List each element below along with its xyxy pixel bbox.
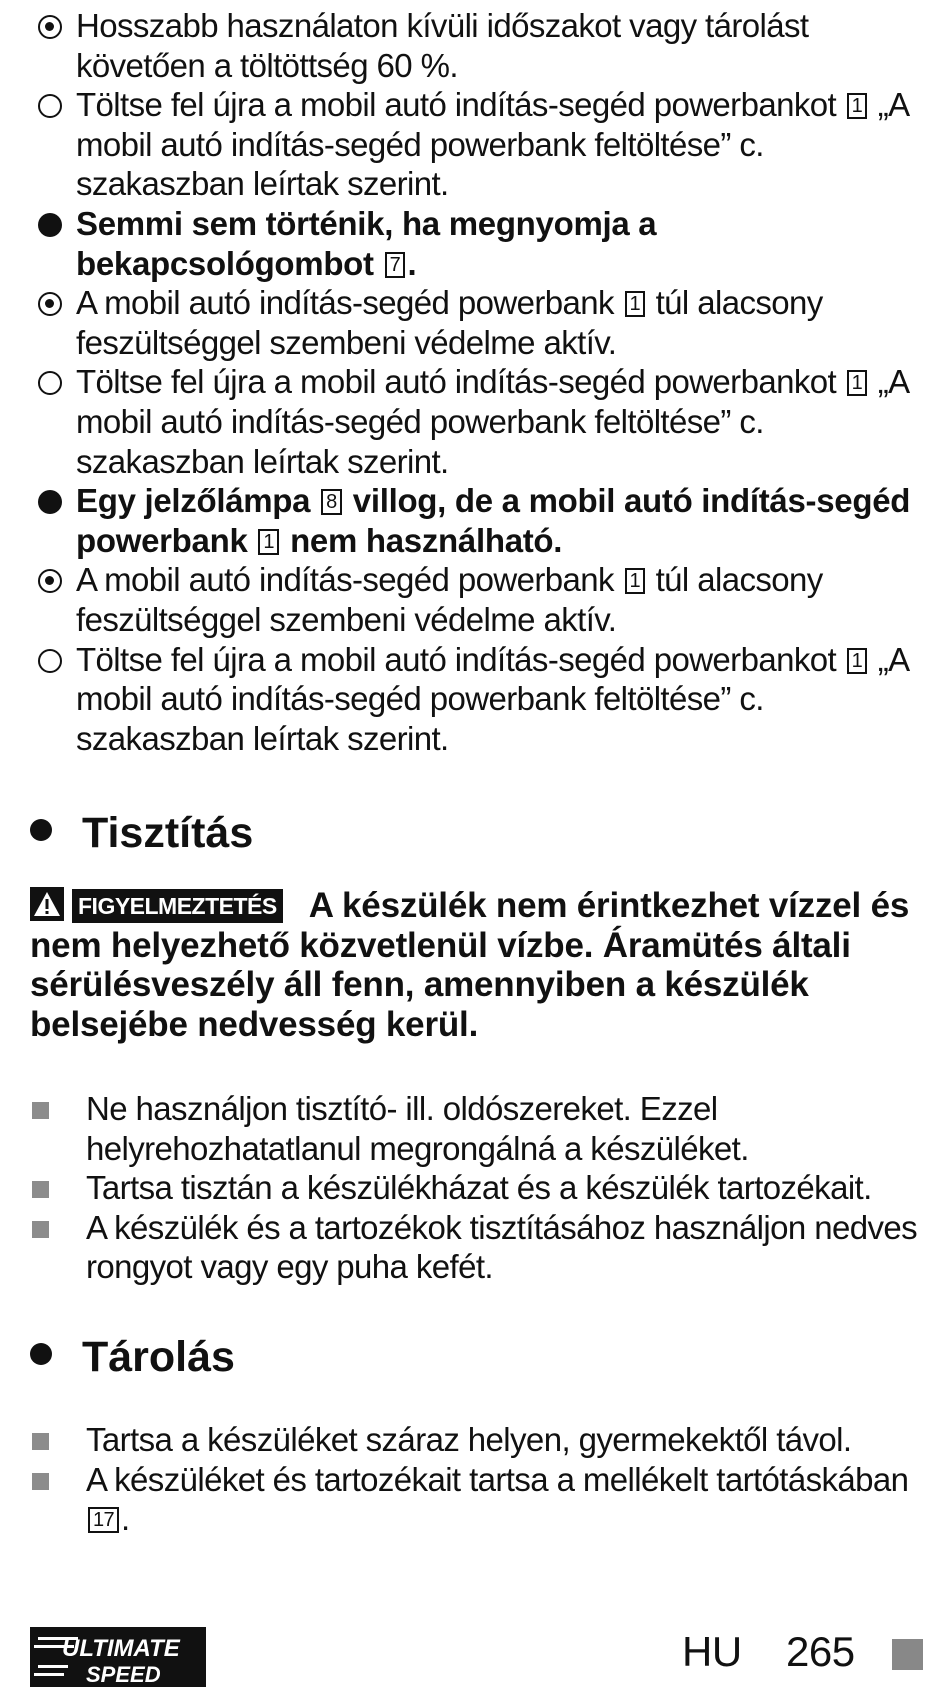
text-run: „A mobil autó indítás-segéd powerbank feltöltése” c. szakaszban leírtak szerint. — [76, 640, 908, 757]
heading-bullet-icon — [30, 1343, 52, 1365]
troubleshooting-list — [36, 6, 936, 758]
troubleshooting-cause — [36, 283, 936, 362]
part-number-box: 1 — [625, 568, 646, 594]
remedy-symbol-icon — [38, 649, 62, 673]
square-bullet-icon — [32, 1181, 49, 1198]
text-run: „A mobil autó indítás-segéd powerbank feltöltése” c. szakaszban leírtak szerint. — [76, 363, 908, 480]
remedy-symbol-icon — [38, 94, 62, 118]
part-number-box: 1 — [847, 370, 868, 396]
cause-symbol-icon — [38, 292, 62, 316]
list-item — [30, 1460, 930, 1539]
part-number-box: 1 — [847, 648, 868, 674]
part-number-box: 1 — [258, 529, 279, 555]
svg-text:ULTIMATE: ULTIMATE — [62, 1635, 180, 1662]
problem-symbol-icon — [38, 490, 62, 514]
cause-symbol-icon — [38, 569, 62, 593]
text-run: túl alacsony feszültséggel szembeni védelme aktív. — [76, 561, 823, 638]
troubleshooting-problem — [36, 204, 936, 283]
text-run: „A mobil autó indítás-segéd powerbank feltöltése” c. szakaszban leírtak szerint. — [76, 86, 908, 203]
text-run: Töltse fel újra a mobil autó indítás-segéd powerbankot — [76, 363, 845, 401]
part-number-box: 7 — [385, 252, 406, 278]
heading-bullet-icon — [30, 819, 52, 841]
part-number-box: 17 — [88, 1507, 119, 1533]
text-run: A mobil autó indítás-segéd powerbank — [76, 284, 623, 322]
text-run: A készülék és a tartozékok tisztításához használjon nedves rongyot vagy egy puha kefét. — [86, 1208, 918, 1285]
problem-symbol-icon — [38, 213, 62, 237]
text-run: villog, de a mobil autó indítás-segéd powerbank — [76, 482, 911, 559]
troubleshooting-remedy — [36, 640, 936, 759]
list-item — [30, 1420, 930, 1460]
troubleshooting-remedy — [36, 362, 936, 481]
footer-marker — [892, 1639, 923, 1670]
section-heading-cleaning — [30, 808, 253, 858]
square-bullet-icon — [32, 1221, 49, 1238]
section-heading-storage — [30, 1332, 235, 1382]
text-run: Töltse fel újra a mobil autó indítás-segéd powerbankot — [76, 640, 845, 678]
remedy-symbol-icon — [38, 371, 62, 395]
text-run: A készüléket és tartozékait tartsa a mellékelt tartótáskában — [86, 1460, 909, 1498]
text-run: Tartsa tisztán a készülékházat és a készülék tartozékait. — [86, 1169, 872, 1206]
text-run: Hosszabb használaton kívüli időszakot vagy tárolást követően a töltöttség 60 %. — [76, 7, 809, 84]
cleaning-title: Tisztítás — [82, 809, 254, 857]
troubleshooting-remedy — [36, 85, 936, 204]
text-run: Ne használjon tisztító- ill. oldószereket. Ezzel helyrehozhatatlanul megrongálná a készüléket. — [86, 1090, 749, 1167]
ultimate-speed-logo — [30, 1627, 206, 1687]
text-run: Tartsa a készüléket száraz helyen, gyermekektől távol. — [86, 1421, 852, 1458]
text-run: Semmi sem történik, ha megnyomja a bekapcsológombot — [76, 204, 657, 282]
square-bullet-icon — [32, 1473, 49, 1490]
text-run: . — [121, 1500, 130, 1537]
text-run: túl alacsony feszültséggel szembeni védelme aktív. — [76, 284, 823, 361]
square-bullet-icon — [32, 1433, 49, 1450]
svg-text:SPEED: SPEED — [86, 1662, 161, 1687]
list-item — [30, 1208, 930, 1287]
troubleshooting-cause — [36, 560, 936, 639]
storage-list — [30, 1420, 930, 1539]
part-number-box: 1 — [847, 93, 868, 119]
warning-label: FIGYELMEZTETÉS — [72, 889, 283, 923]
troubleshooting-problem — [36, 481, 936, 560]
warning-block — [30, 886, 910, 1044]
text-run: Töltse fel újra a mobil autó indítás-segéd powerbankot — [76, 86, 845, 124]
cause-symbol-icon — [38, 15, 62, 39]
troubleshooting-cause — [36, 6, 936, 85]
warning-triangle-icon — [30, 887, 64, 921]
square-bullet-icon — [32, 1102, 49, 1119]
text-run: . — [407, 244, 417, 282]
footer-language: HU — [682, 1628, 742, 1675]
text-run: A mobil autó indítás-segéd powerbank — [76, 561, 623, 599]
list-item — [30, 1168, 930, 1208]
cleaning-list — [30, 1089, 930, 1287]
part-number-box: 1 — [625, 291, 646, 317]
text-run: nem használható. — [281, 521, 563, 559]
part-number-box: 8 — [321, 489, 342, 515]
storage-title: Tárolás — [82, 1333, 235, 1381]
text-run: Egy jelzőlámpa — [76, 482, 320, 520]
list-item — [30, 1089, 930, 1168]
page-number: 265 — [786, 1628, 855, 1675]
warning-text: A készülék nem érintkezhet vízzel és nem helyezhető közvetlenül vízbe. Áramütés általi sérülésveszély áll fenn, amennyiben a készülék belsejébe nedvesség kerül. — [30, 886, 910, 1044]
